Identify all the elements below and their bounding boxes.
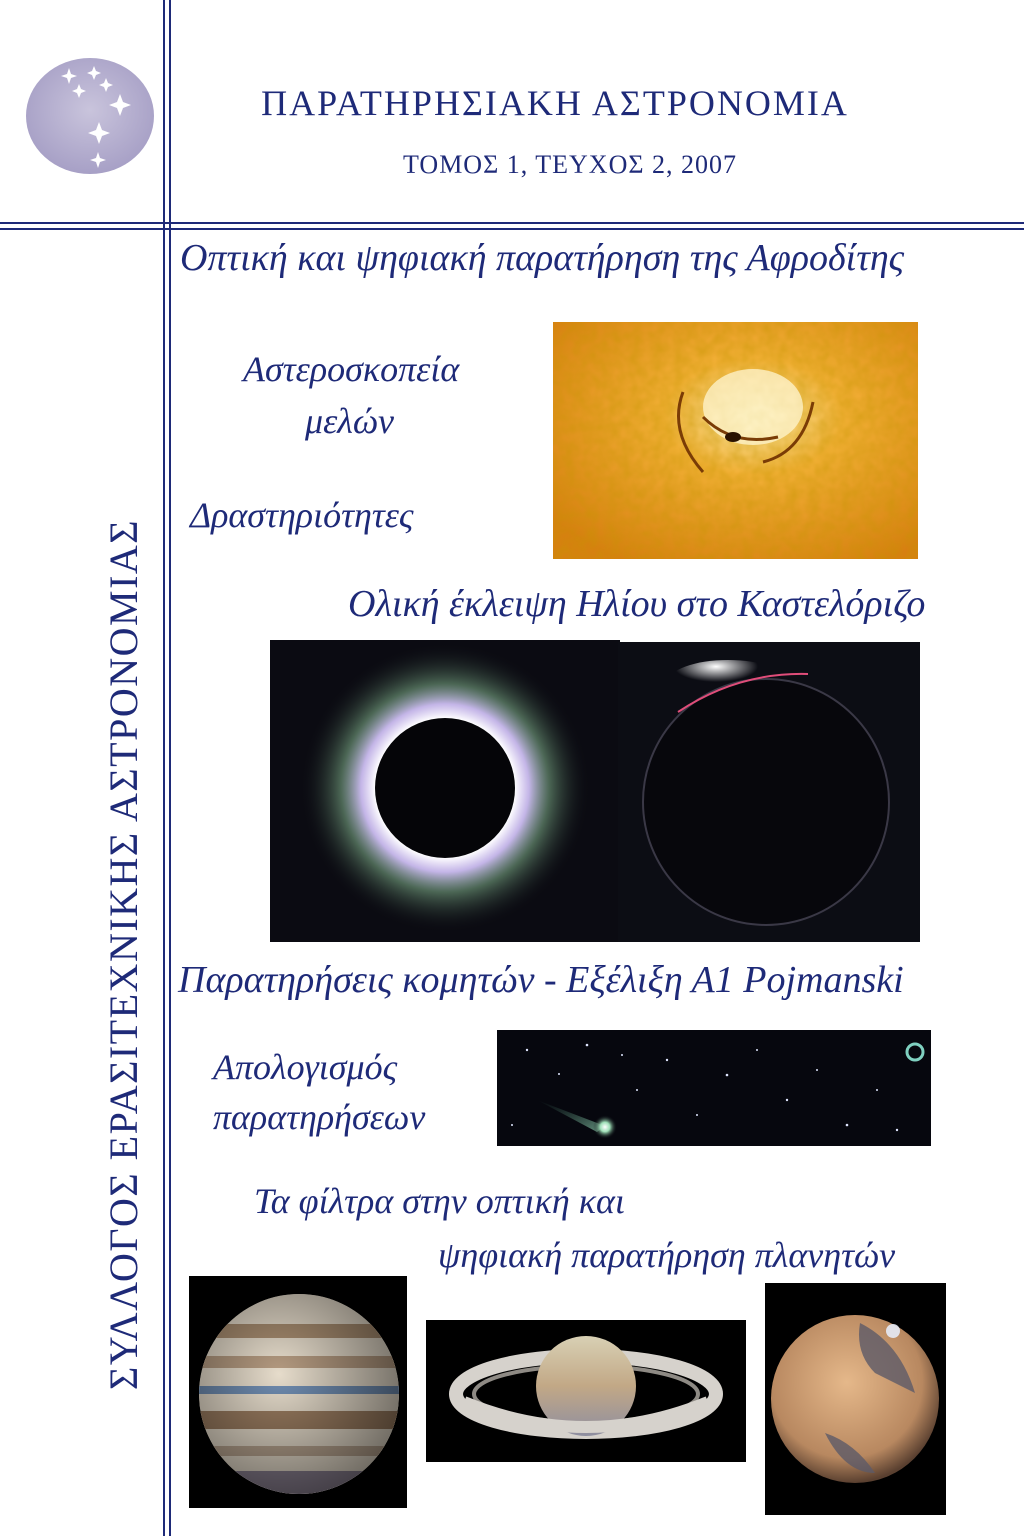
article-observatories-line1: Αστεροσκοπεία — [243, 349, 460, 389]
left-vertical-rule-outer — [163, 0, 165, 1536]
solar-surface-photo — [553, 322, 918, 559]
article-comets: Παρατηρήσεις κομητών - Εξέλιξη Α1 Pojmanski — [178, 959, 904, 1001]
article-activities: Δραστηριότητες — [190, 495, 414, 535]
eclipse-diamond-ring-photo — [618, 642, 920, 942]
article-venus: Οπτική και ψηφιακή παρατήρηση της Αφροδίτης — [180, 237, 905, 279]
jupiter-photo — [189, 1276, 407, 1508]
article-eclipse: Ολική έκλειψη Ηλίου στο Καστελόριζο — [348, 583, 926, 625]
society-logo — [24, 56, 156, 176]
article-filters-line2: ψηφιακή παρατήρηση πλανητών — [438, 1235, 896, 1275]
society-name-vertical: ΣΥΛΛΟΓΟΣ ΕΡΑΣΙΤΕΧΝΙΚΗΣ ΑΣΤΡΟΝΟΜΙΑΣ — [101, 518, 146, 1390]
article-summary-line1: Απολογισμός — [213, 1047, 398, 1087]
article-filters-line1: Τα φίλτρα στην οπτική και — [254, 1181, 625, 1221]
saturn-photo — [426, 1320, 746, 1462]
left-vertical-rule-inner — [169, 0, 171, 1536]
comet-photo — [497, 1030, 931, 1146]
horizontal-rule-lower — [0, 228, 1024, 230]
article-summary-line2: παρατηρήσεων — [213, 1097, 426, 1137]
issue-info: ΤΟΜΟΣ 1, ΤΕΥΧΟΣ 2, 2007 — [403, 150, 737, 179]
eclipse-corona-photo — [270, 640, 620, 942]
mars-photo — [765, 1283, 946, 1515]
article-observatories-line2: μελών — [305, 401, 394, 441]
horizontal-rule-upper — [0, 222, 1024, 224]
journal-title: ΠΑΡΑΤΗΡΗΣΙΑΚΗ ΑΣΤΡΟΝΟΜΙΑ — [261, 83, 849, 123]
